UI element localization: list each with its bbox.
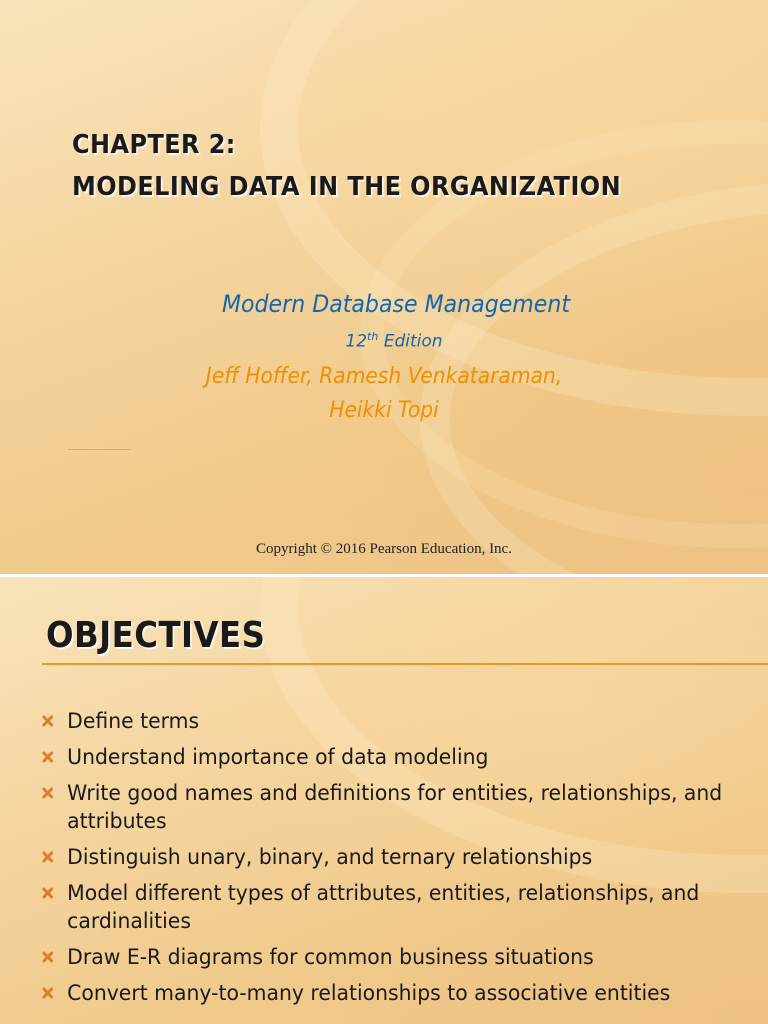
authors bbox=[31, 360, 738, 428]
objectives-list bbox=[40, 707, 760, 1015]
x-mark-icon bbox=[42, 751, 54, 763]
list-item-text: Understand importance of data modeling bbox=[67, 745, 489, 769]
objectives-slide bbox=[0, 577, 768, 1024]
chapter-title bbox=[72, 124, 621, 208]
x-mark-icon bbox=[42, 951, 54, 963]
edition-number: 12 bbox=[345, 331, 368, 352]
edition bbox=[10, 330, 768, 352]
list-item bbox=[40, 843, 738, 871]
edition-label: Edition bbox=[378, 331, 443, 352]
list-item-text: Model different types of attributes, entities, relationships, and cardinalities bbox=[67, 881, 700, 933]
x-mark-icon bbox=[42, 851, 54, 863]
authors-line-2: Heikki Topi bbox=[329, 398, 439, 423]
list-item bbox=[40, 943, 738, 971]
list-item bbox=[40, 707, 738, 735]
x-mark-icon bbox=[42, 787, 54, 799]
list-item-text: Draw E-R diagrams for common business situations bbox=[67, 945, 594, 969]
list-item bbox=[40, 779, 738, 835]
chapter-name: MODELING DATA IN THE ORGANIZATION bbox=[72, 172, 622, 202]
decorative-line bbox=[68, 449, 130, 450]
list-item-text: Distinguish unary, binary, and ternary relationships bbox=[67, 845, 593, 869]
list-item bbox=[40, 879, 738, 935]
title-underline bbox=[42, 663, 768, 665]
list-item bbox=[40, 743, 738, 771]
list-item bbox=[40, 979, 738, 1007]
list-item-text: Write good names and definitions for entities, relationships, and attributes bbox=[67, 781, 723, 833]
chapter-number: CHAPTER 2: bbox=[72, 130, 236, 160]
edition-suffix: th bbox=[367, 330, 379, 343]
book-title: Modern Database Management bbox=[221, 290, 571, 318]
x-mark-icon bbox=[42, 715, 54, 727]
objectives-title: OBJECTIVES bbox=[46, 615, 266, 656]
list-item-text: Convert many-to-many relationships to associative entities bbox=[67, 981, 671, 1005]
x-mark-icon bbox=[42, 887, 54, 899]
x-mark-icon bbox=[42, 987, 54, 999]
copyright-notice: Copyright © 2016 Pearson Education, Inc. bbox=[256, 541, 512, 557]
authors-line-1: Jeff Hoffer, Ramesh Venkataraman, bbox=[205, 364, 563, 389]
list-item-text: Define terms bbox=[67, 709, 200, 733]
